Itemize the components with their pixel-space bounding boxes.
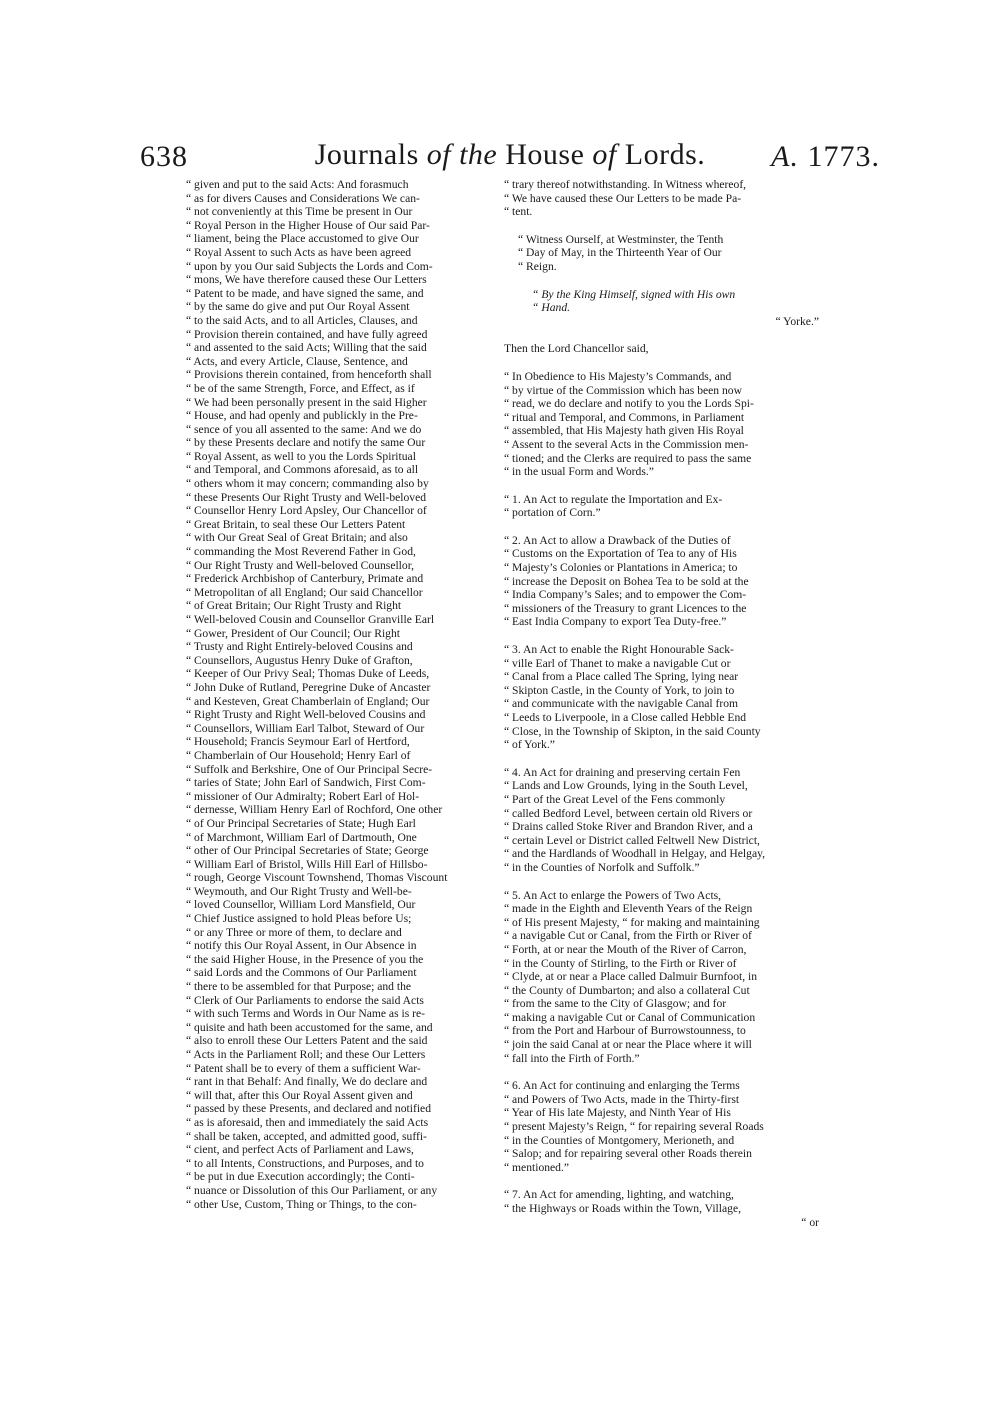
text-line: “ shall be taken, accepted, and admitted good, suffi- [186,1129,427,1143]
text-line: “ quisite and hath been accustomed for the same, and [186,1020,433,1034]
text-line: “ Skipton Castle, in the County of York, to join to [504,683,735,697]
text-line: “ Part of the Great Level of the Fens commonly [504,792,726,806]
year-number: 1773. [807,140,880,173]
chancellor-said: Then the Lord Chancellor said, [504,342,649,356]
text-line: “ India Company’s Sales; and to empower the Com- [504,588,747,602]
text-line: “ made in the Eighth and Eleventh Years of the Reign [504,902,753,916]
text-line: “ will that, after this Our Royal Assent given and [186,1088,413,1102]
text-line: “ in the Counties of Norfolk and Suffolk.” [504,860,700,874]
running-title [140,138,880,172]
page-number: 638 [140,140,188,173]
text-line: “ Close, in the Township of Skipton, in the said County [504,724,761,738]
text-line: “ trary thereof notwithstanding. In Witness whereof, [504,178,747,191]
text-line: “ 6. An Act for continuing and enlarging the Terms [504,1079,740,1093]
text-line: “ Clerk of Our Parliaments to endorse the said Acts [186,993,424,1007]
text-line: “ and Powers of Two Acts, made in the Thirty-first [504,1092,740,1106]
text-line: “ a navigable Cut or Canal, from the Firth or River of [504,929,752,943]
text-line: “ tent. [504,205,533,219]
text-line: “ of York.” [504,738,555,752]
text-line: “ dernesse, William Henry Earl of Rochford, One other [186,803,443,817]
text-line: “ House, and had openly and publickly in the Pre- [186,409,418,423]
text-line: “ Drains called Stoke River and Brandon River, and a [504,820,753,834]
text-line: “ there to be assembled for that Purpose; and the [186,980,412,994]
text-line: “ and communicate with the navigable Canal from [504,697,739,711]
text-line: “ of Great Britain; Our Right Trusty and Right [186,599,402,613]
text-line: “ not conveniently at this Time be present in Our [186,205,413,219]
text-line: “ said Lords and the Commons of Our Parliament [186,966,417,980]
text-line: “ be put in due Execution accordingly; the Conti- [186,1170,415,1184]
text-line: “ Household; Francis Seymour Earl of Hertford, [186,735,410,749]
text-line: “ 1. An Act to regulate the Importation and Ex- [504,492,723,506]
text-line: “ sence of you all assented to the same: And we do [186,422,422,436]
text-line: “ to the said Acts, and to all Articles, Clauses, and [186,313,418,327]
text-line: “ increase the Deposit on Bohea Tea to be sold at the [504,574,749,588]
act-paragraph [504,1188,819,1215]
text-line: “ the Highways or Roads within the Town, Village, [504,1202,741,1215]
text-line: “ Keeper of Our Privy Seal; Thomas Duke of Leeds, [186,667,430,681]
text-line: “ the said Higher House, in the Presence of you the [186,952,424,966]
text-line: “ the County of Dumbarton; and also a collateral Cut [504,983,750,997]
text-line: “ upon by you Our said Subjects the Lords and Com- [186,259,433,273]
text-line: “ Salop; and for repairing several other Roads therein [504,1147,752,1161]
text-line: “ notify this Our Royal Assent, in Our Absence in [186,939,417,953]
text-line: “ in the usual Form and Words.” [504,465,654,479]
text-line: “ by the same do give and put Our Royal Assent [186,300,410,314]
title-lords: Lords. [624,138,706,171]
text-line: “ East India Company to export Tea Duty-free.” [504,615,727,629]
text-line: “ commanding the Most Reverend Father in God, [186,545,416,559]
text-line: “ making a navigable Cut or Canal of Communication [504,1010,756,1024]
text-line: “ given and put to the said Acts: And forasmuch [186,178,409,191]
text-line: “ We have caused these Our Letters to be made Pa- [504,191,742,205]
text-line: “ as is aforesaid, then and immediately the said Acts [186,1115,429,1129]
page-header [140,140,880,180]
text-line: “ and Temporal, and Commons aforesaid, as to all [186,463,419,477]
text-line: “ or any Three or more of them, to declare and [186,925,402,939]
text-line: “ tioned; and the Clerks are required to pass the same [504,451,752,465]
text-line: “ with Our Great Seal of Great Britain; and also [186,531,408,545]
text-line: “ William Earl of Bristol, Wills Hill Earl of Hillsbo- [186,857,428,871]
right-column [504,178,819,1229]
text-line: “ Gower, President of Our Council; Our Right [186,626,400,640]
year-letter: A. [771,140,799,173]
text-line: “ Weymouth, and Our Right Trusty and Well-be- [186,884,412,898]
text-line: “ join the said Canal at or near the Place where it will [504,1038,752,1052]
text-line: “ Acts, and every Article, Clause, Sentence, and [186,354,408,368]
text-line: “ Customs on the Exportation of Tea to any of His [504,547,737,561]
act-paragraph [504,1079,819,1174]
text-line: “ missioners of the Treasury to grant Licences to the [504,601,747,615]
text-line: “ in the County of Stirling, to the Firth or River of [504,956,737,970]
text-line: “ also to enroll these Our Letters Patent and the said [186,1034,428,1048]
text-line: “ from the same to the City of Glasgow; and for [504,997,727,1011]
text-line: “ of His present Majesty, “ for making and maintaining [504,915,760,929]
text-line: “ liament, being the Place accustomed to give Our [186,232,419,246]
title-house: House [505,138,585,171]
text-line: “ in the Counties of Montgomery, Merioneth, and [504,1133,735,1147]
text-line: “ Day of May, in the Thirteenth Year of Our [518,246,722,260]
text-line: “ Forth, at or near the Mouth of the River of Carron, [504,942,747,956]
text-line: “ present Majesty’s Reign, “ for repairing several Roads [504,1120,764,1134]
text-line: “ Right Trusty and Right Well-beloved Cousins and [186,708,426,722]
text-line: “ as for divers Causes and Considerations We can- [186,191,420,205]
text-line: “ fall into the Firth of Forth.” [504,1051,640,1065]
act-paragraph [504,889,819,1066]
text-line: “ Well-beloved Cousin and Counsellor Granville Earl [186,613,435,626]
text-line: “ Suffolk and Berkshire, One of Our Principal Secre- [186,762,433,776]
title-the: the [459,138,498,171]
text-line: “ and Kesteven, Great Chamberlain of England; Our [186,694,430,708]
text-line: “ Great Britain, to seal these Our Letters Patent [186,517,406,531]
witness-paragraph [504,233,819,274]
text-line: “ 3. An Act to enable the Right Honourable Sack- [504,643,734,657]
text-line: “ Royal Assent to such Acts as have been agreed [186,245,412,259]
text-line: “ other Use, Custom, Thing or Things, to the con- [186,1197,417,1211]
text-line: “ We had been personally present in the said Higher [186,395,427,409]
text-line: “ and assented to the said Acts; Willing that the said [186,341,427,355]
text-line: “ Reign. [518,259,557,273]
text-line: “ Patent shall be to every of them a sufficient War- [186,1061,421,1075]
text-line: “ 5. An Act to enlarge the Powers of Two Acts, [504,888,722,902]
text-line: “ Year of His late Majesty, and Ninth Year of His [504,1106,731,1120]
text-line: “ rant in that Behalf: And finally, We do declare and [186,1075,428,1089]
text-line: “ of Marchmont, William Earl of Dartmouth, One [186,830,417,844]
text-line: “ loved Counsellor, William Lord Mansfield, Our [186,898,416,912]
text-line: “ 7. An Act for amending, lighting, and watching, [504,1188,734,1202]
text-line: “ mentioned.” [504,1160,570,1174]
text-line: “ these Presents Our Right Trusty and Well-beloved [186,490,427,504]
text-line: “ by these Presents declare and notify the same Our [186,436,426,450]
title-journals: Journals [314,138,419,171]
text-line: “ be of the same Strength, Force, and Effect, as if [186,381,415,395]
signed-paragraph [504,288,819,315]
text-line: “ By the King Himself, signed with His own [532,287,736,301]
text-line: “ Royal Assent, as well to you the Lords Spiritual [186,449,416,463]
text-line: “ passed by these Presents, and declared and notified [186,1102,431,1116]
text-line: “ Leeds to Liverpoole, in a Close called Hebble End [504,711,747,724]
text-line: “ Counsellors, William Earl Talbot, Steward of Our [186,721,425,735]
title-of-1: of [426,138,452,171]
text-line: “ 4. An Act for draining and preserving certain Fen [504,765,741,779]
text-line: “ read, we do declare and notify to you the Lords Spi- [504,397,754,411]
text-line: “ Chamberlain of Our Household; Henry Earl of [186,748,411,762]
text-line: “ Our Right Trusty and Well-beloved Counsellor, [186,558,414,572]
text-line: “ Majesty’s Colonies or Plantations in America; to [504,561,738,575]
text-line: “ Assent to the several Acts in the Commission men- [504,437,749,451]
text-line: “ rough, George Viscount Townshend, Thomas Viscount [186,871,448,885]
text-line: “ Witness Ourself, at Westminster, the Tenth [518,232,724,246]
text-line: “ to all Intents, Constructions, and Purposes, and to [186,1156,424,1170]
text-line: “ and the Hardlands of Woodhall in Helgay, and Helgay, [504,847,766,861]
text-line: “ Provision therein contained, and have fully agreed [186,327,428,341]
text-line: “ portation of Corn.” [504,506,601,520]
text-line: “ Canal from a Place called The Spring, lying near [504,670,739,684]
text-line: “ Counsellor Henry Lord Apsley, Our Chancellor of [186,504,427,518]
act-paragraph [504,643,819,752]
text-line: “ Acts in the Parliament Roll; and these Our Letters [186,1048,426,1061]
text-line: “ In Obedience to His Majesty’s Commands, and [504,369,732,383]
year-mark [771,140,880,174]
text-line: “ nuance or Dissolution of this Our Parliament, or any [186,1183,438,1197]
text-line: “ Counsellors, Augustus Henry Duke of Grafton, [186,653,413,667]
text-line: “ other of Our Principal Secretaries of State; George [186,844,429,858]
text-line: “ John Duke of Rutland, Peregrine Duke of Ancaster [186,680,431,694]
text-line: “ Metropolitan of all England; Our said Chancellor [186,585,423,599]
text-line: “ missioner of Our Admiralty; Robert Earl of Hol- [186,789,420,803]
title-of-2: of [592,138,617,171]
text-line: “ others whom it may concern; commanding also by [186,477,429,491]
right-opening-paragraph [504,178,819,219]
signature-yorke: “ Yorke.” [775,314,819,328]
left-column [186,178,501,1211]
catchword: “ or [801,1215,819,1229]
text-line: “ Chief Justice assigned to hold Pleas before Us; [186,912,412,926]
text-line: “ mons, We have therefore caused these Our Letters [186,273,427,287]
text-line: “ ritual and Temporal, and Commons, in Parliament [504,410,745,424]
text-line: “ ville Earl of Thanet to make a navigable Cut or [504,656,731,670]
text-line: “ with such Terms and Words in Our Name as is re- [186,1007,425,1021]
text-line: “ Hand. [532,301,571,315]
text-line: “ Patent to be made, and have signed the same, and [186,286,424,300]
text-line: “ Lands and Low Grounds, lying in the South Level, [504,779,748,793]
text-line: “ by virtue of the Commission which has been now [504,383,742,397]
text-line: “ from the Port and Harbour of Burrowstounness, to [504,1024,746,1038]
text-line: “ Frederick Archbishop of Canterbury, Primate and [186,572,424,586]
text-line: “ taries of State; John Earl of Sandwich, First Com- [186,776,426,790]
text-line: “ cient, and perfect Acts of Parliament and Laws, [186,1143,414,1157]
text-line: “ Royal Person in the Higher House of Our said Par- [186,218,430,232]
text-line: “ called Bedford Level, between certain old Rivers or [504,806,753,820]
text-line: “ certain Level or District called Feltwell New District, [504,833,760,847]
act-paragraph [504,766,819,875]
text-line: “ Clyde, at or near a Place called Dalmuir Burnfoot, in [504,970,758,984]
text-line: “ of Our Principal Secretaries of State; Hugh Earl [186,816,416,830]
text-line: “ 2. An Act to allow a Drawback of the Duties of [504,533,731,547]
text-line: “ Provisions therein contained, from henceforth shall [186,368,432,382]
text-line: “ assembled, that His Majesty hath given His Royal [504,424,744,438]
text-line: “ Trusty and Right Entirely-beloved Cousins and [186,640,413,654]
